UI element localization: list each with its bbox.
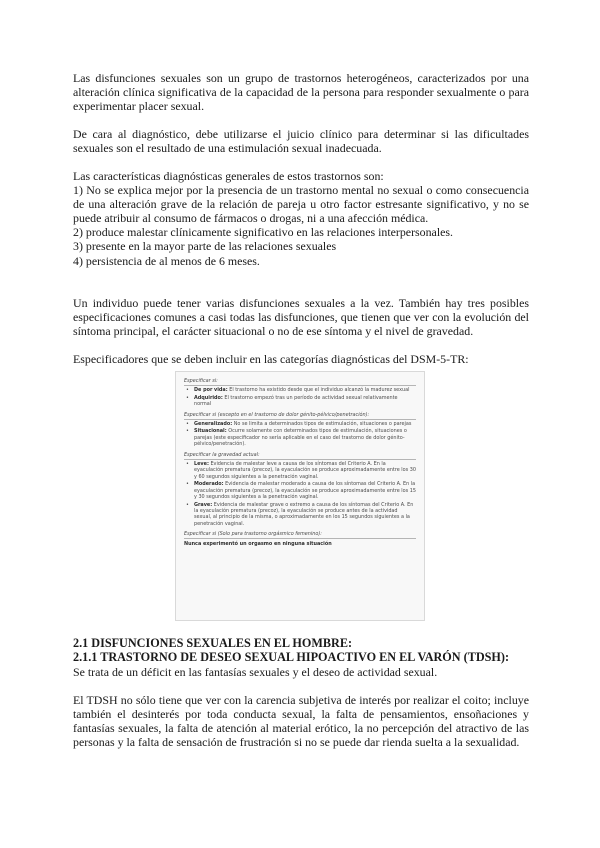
figure-section-orgasmic [184, 531, 416, 547]
figure-section-course [184, 378, 416, 408]
criterion-item: 2) produce malestar clínicamente significativo en las relaciones interpersonales. [73, 225, 454, 240]
figure-list-item: • De por vida: El trastorno ha existido desde que el individuo alcanzó la madurez sexual [194, 387, 416, 393]
figure-section-title: Especificar si (excepto en el trastorno de dolor génito-pélvico/penetración): [184, 412, 416, 420]
diagnostic-criteria-block [73, 169, 529, 268]
subsection-heading: 2.1.1 TRASTORNO DE DESEO SEXUAL HIPOACTIVO EN EL VARÓN (TDSH): [73, 650, 510, 665]
criteria-intro: Las características diagnósticas generales de estos trastornos son: [73, 169, 384, 183]
paragraph-tdsh: El TDSH no sólo tiene que ver con la carencia subjetiva de interés por realizar el coito; incluye también el desinterés por toda conducta sexual, la falta de pensamientos, ensoñaciones y fantasías sexuales, la falta de atención al material erótico, la no percepción del atractivo de las personas y la falta de sensación de frustración si no se puede dar rienda suelta a la sexualidad. [73, 693, 529, 750]
figure-list-item: • Adquirido: El trastorno empezó tras un período de actividad sexual relativamente normal [194, 395, 416, 408]
paragraph-clinical-judgement: De cara al diagnóstico, debe utilizarse el juicio clínico para determinar si las dificultades sexuales son el resultado de una estimulación sexual inadecuada. [73, 127, 529, 156]
figure-list-item: • Grave: Evidencia de malestar grave o extremo a causa de los síntomas del Criterio A. En la eyaculación prematura (precoz), la eyaculación se produce antes de la actividad sexual, al principio de la misma, o aproximadamente en los 15 segundos siguientes a la penetración vaginal. [194, 502, 416, 528]
figure-section-severity [184, 452, 416, 527]
criterion-item: 3) presente en la mayor parte de las relaciones sexuales [73, 239, 337, 254]
figure-list-item: • Leve: Evidencia de malestar leve a causa de los síntomas del Criterio A. En la eyaculación prematura (precoz), la eyaculación se produce aproximadamente entre los 30 y 60 segundos siguientes a la penetración vaginal. [194, 461, 416, 480]
section-heading-block [73, 636, 529, 679]
figure-caption: Especificadores que se deben incluir en las categorías diagnósticas del DSM-5-TR: [73, 352, 469, 366]
subsection-lead: Se trata de un déficit en las fantasías sexuales y el deseo de actividad sexual. [73, 664, 438, 679]
figure-list-item: • Moderado: Evidencia de malestar moderado a causa de los síntomas del Criterio A. En la eyaculación prematura (precoz), la eyaculación se produce aproximadamente entre los 15 y 30 segundos siguientes a la penetración vaginal. [194, 481, 416, 500]
figure-orgasmic-text: Nunca experimentó un orgasmo en ninguna situación [184, 540, 332, 547]
criterion-item: 1) No se explica mejor por la presencia de un trastorno mental no sexual o como consecuencia de una alteración grave de la relación de pareja u otro factor estresante significativo, y no se puede atribuir al consumo de fármacos o drogas, ni a una afección médica. [73, 183, 529, 226]
section-heading: 2.1 DISFUNCIONES SEXUALES EN EL HOMBRE: [73, 636, 353, 650]
paragraph-definition: Las disfunciones sexuales son un grupo de trastornos heterogéneos, caracterizados por una alteración clínica significativa de la capacidad de la persona para responder sexualmente o para experimentar placer sexual. [73, 71, 529, 114]
figure-section-title: Especificar si: [184, 378, 416, 386]
figure-list-item: • Generalizado: No se limita a determinados tipos de estimulación, situaciones o parejas [194, 421, 416, 427]
figure-section-context [184, 412, 416, 448]
criterion-item: 4) persistencia de al menos de 6 meses. [73, 253, 260, 268]
figure-list-item: • Situacional: Ocurre solamente con determinados tipos de estimulación, situaciones o parejas (este especificador no sería aplicable en el caso del trastorno de dolor génito-pélvico/penetración). [194, 428, 416, 447]
figure-section-title: Especificar si (Solo para trastorno orgásmico femenino): [184, 531, 416, 539]
dsm-specifiers-figure [175, 371, 425, 621]
figure-section-title: Especificar la gravedad actual: [184, 452, 416, 460]
paragraph-specifiers: Un individuo puede tener varias disfunciones sexuales a la vez. También hay tres posibles especificaciones comunes a casi todas las disfunciones, que tienen que ver con la evolución del síntoma principal, el carácter situacional o no de ese síntoma y el nivel de gravedad. [73, 296, 529, 339]
